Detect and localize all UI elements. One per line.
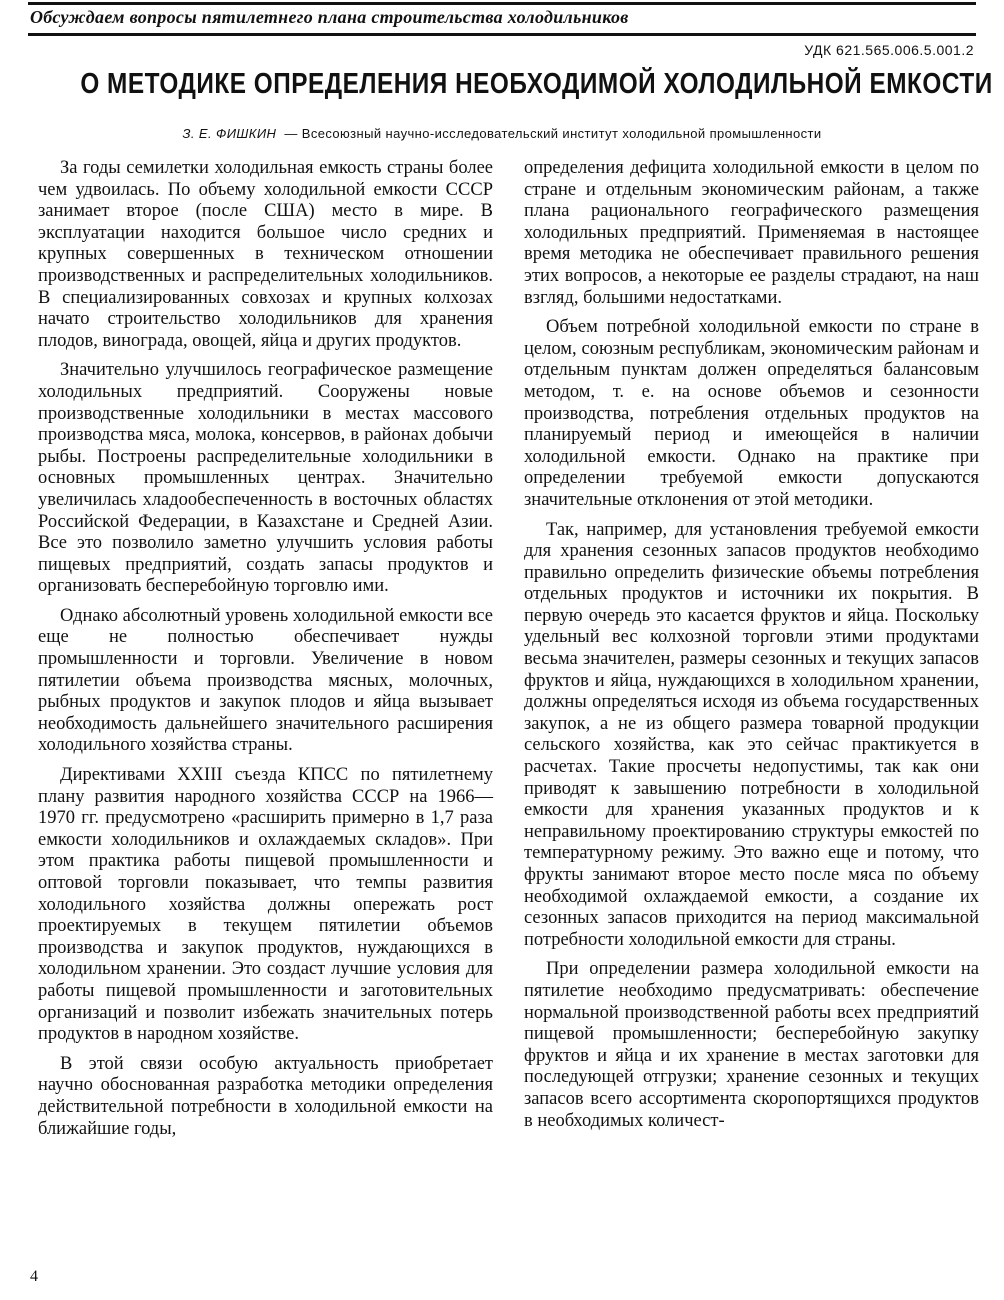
paragraph: За годы семилетки холодильная емкость страны более чем удвоилась. По объему холодильной емкости СССР занимает второе (после США) место в мире. В эксплуатации находится большое число средних и крупных совершенных в техническом отношении производственных и распределительных холодильников. В специализированных совхозах и крупных колхозах начато строительство холодильников для хранения плодов, винограда, овощей, яйца и других продуктов. (38, 158, 493, 351)
paragraph: Объем потребной холодильной емкости по стране в целом, союзным республикам, экономическим районам и отдельным пунктам должен определяться балансовым методом, т. е. на основе объемов и сезонности производства, потребления отдельных продуктов на планируемый период и имеющейся в наличии холодильной емкости. Однако на практике при определении требуемой емкости допускаются значительные отклонения от этой методики. (524, 317, 979, 510)
left-column (38, 158, 493, 1148)
paragraph: Значительно улучшилось географическое размещение холодильных предприятий. Сооружены новые производственные холодильники в местах массового производства мяса, молока, консервов, в районах добычи рыбы. Построены распределительные холодильники в основных промышленных центрах. Значительно увеличилась хладообеспеченность в восточных областях Российской Федерации, в Казахстане и Средней Азии. Все это позволило заметно улучшить условия работы пищевых предприятий, создать запасы продуктов и организовать бесперебойную торговлю ими. (38, 360, 493, 597)
header-rule-top (28, 2, 976, 5)
paragraph: В этой связи особую актуальность приобретает научно обоснованная разработка методики определения действительной потребности в холодильной емкости на ближайшие годы, (38, 1053, 493, 1139)
paragraph: определения дефицита холодильной емкости в целом по стране и отдельным экономическим районам, а также плана рационального географического размещения холодильных предприятий. Применяемая в настоящее время методика не обеспечивает правильного решения этих вопросов, а некоторые ее разделы страдают, на наш взгляд, большими недостатками. (524, 158, 979, 308)
page-number: 4 (30, 1268, 38, 1285)
article-title: О МЕТОДИКЕ ОПРЕДЕЛЕНИЯ НЕОБХОДИМОЙ ХОЛОДИЛЬНОЙ ЕМКОСТИ (80, 68, 993, 100)
udk-code: УДК 621.565.006.5.001.2 (804, 42, 974, 58)
paragraph: При определении размера холодильной емкости на пятилетие необходимо предусматривать: обеспечение нормальной производственной работы всех предприятий пищевой промышленности; бесперебойную закупку фруктов и яйца и их хранение в местах заготовки для последующей отгрузки; хранение сезонных и текущих запасов всего ассортимента скоропортящихся продуктов в необходимых количест- (524, 959, 979, 1131)
author-affiliation: — Всесоюзный научно-исследовательский институт холодильной промышленности (284, 126, 822, 141)
author-name: З. Е. ФИШКИН (182, 126, 277, 141)
paragraph: Однако абсолютный уровень холодильной емкости все еще не полностью обеспечивает нужды промышленности и торговли. Увеличение в новом пятилетии объема производства мясных, молочных, рыбных продуктов и закупок плодов и яйца вызывает необходимость дальнейшего значительного расширения холодильного хозяйства страны. (38, 605, 493, 756)
section-heading: Обсуждаем вопросы пятилетнего плана строительства холодильников (30, 7, 629, 27)
header-rule-bottom (28, 33, 976, 36)
right-column (524, 158, 979, 1140)
paragraph: Так, например, для установления требуемой емкости для хранения сезонных запасов продуктов необходимо правильно определить физические объемы потребления отдельных продуктов и источники их покрытия. В первую очередь это касается фруктов и яйца. Поскольку удельный вес колхозной торговли этими продуктами весьма значителен, размеры сезонных и текущих запасов фруктов и яйца, нуждающихся в холодильном хранении, должны определяться исходя из объема государственных закупок, а не из общего размера товарной продукции сельского хозяйства, как это сейчас практикуется в расчетах. Такие просчеты недопустимы, так как они приводят к завышению потребности в холодильной емкости для хранения указанных продуктов и к неправильному проектированию структуры емкостей по температурному режиму. Это важно еще и потому, что фрукты занимают второе место после мяса по объему необходимой охлаждаемой емкости, а создание их сезонных запасов приходится на период максимальной потребности холодильной емкости для страны. (524, 519, 979, 950)
byline (0, 126, 1004, 141)
paragraph: Директивами XXIII съезда КПСС по пятилетнему плану развития народного хозяйства СССР на 1966—1970 гг. предусмотрено «расширить примерно в 1,7 раза емкости холодильников и охлаждаемых складов». При этом практика работы пищевой промышленности и оптовой торговли показывает, что темпы развития холодильного хозяйства должны опережать рост проектируемых в текущем пятилетии объемов производства и закупок продуктов, нуждающихся в холодильном хранении. Это создаст лучшие условия для работы пищевой промышленности и заготовительных организаций и позволит избежать значительных потерь продуктов в народном хозяйстве. (38, 765, 493, 1045)
